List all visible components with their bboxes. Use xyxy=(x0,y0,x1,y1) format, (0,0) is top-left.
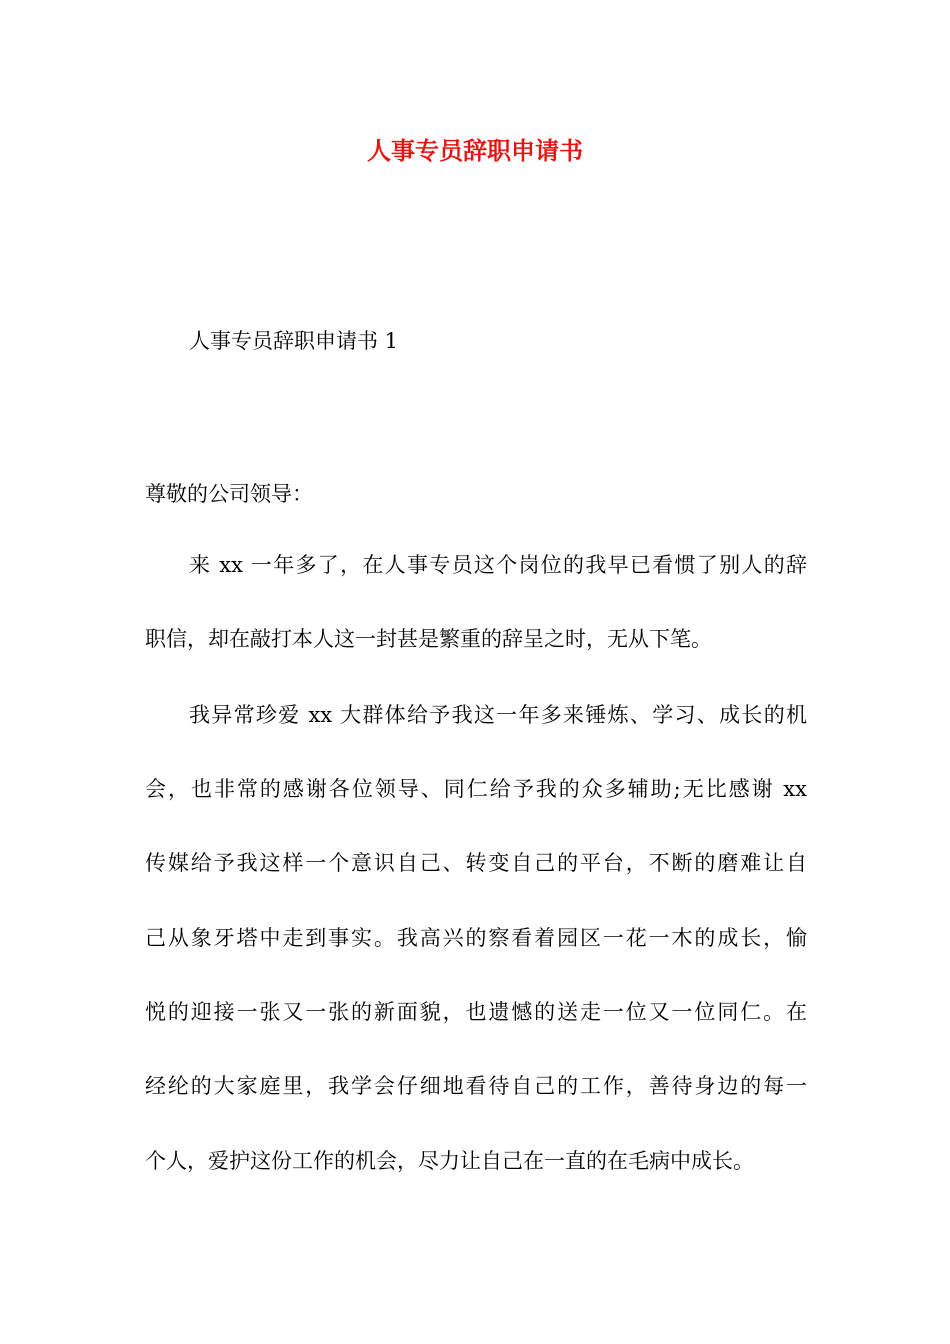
paragraph-1-line: 来 xx 一年多了，在人事专员这个岗位的我早已看惯了别人的辞 xyxy=(189,553,807,577)
paragraph-2-line: 我异常珍爱 xx 大群体给予我这一年多来锤炼、学习、成长的机 xyxy=(189,703,807,727)
salutation: 尊敬的公司领导： xyxy=(145,482,313,506)
paragraph-2-line: 悦的迎接一张又一张的新面貌，也遗憾的送走一位又一位同仁。在 xyxy=(145,1000,807,1024)
paragraph-2-line: 己从象牙塔中走到事实。我高兴的察看着园区一花一木的成长，愉 xyxy=(145,926,807,950)
paragraph-2-line: 会，也非常的感谢各位领导、同仁给予我的众多辅助;无比感谢 xx xyxy=(145,777,807,801)
section-subtitle: 人事专员辞职申请书 1 xyxy=(189,329,399,353)
paragraph-1-line: 职信，却在敲打本人这一封甚是繁重的辞呈之时，无从下笔。 xyxy=(145,627,712,651)
paragraph-2-line: 传媒给予我这样一个意识自己、转变自己的平台，不断的磨难让自 xyxy=(145,851,807,875)
document-title: 人事专员辞职申请书 xyxy=(367,136,583,165)
paragraph-2-line: 个人，爱护这份工作的机会，尽力让自己在一直的在毛病中成长。 xyxy=(145,1149,754,1173)
paragraph-2-line: 经纶的大家庭里，我学会仔细地看待自己的工作，善待身边的每一 xyxy=(145,1074,807,1098)
